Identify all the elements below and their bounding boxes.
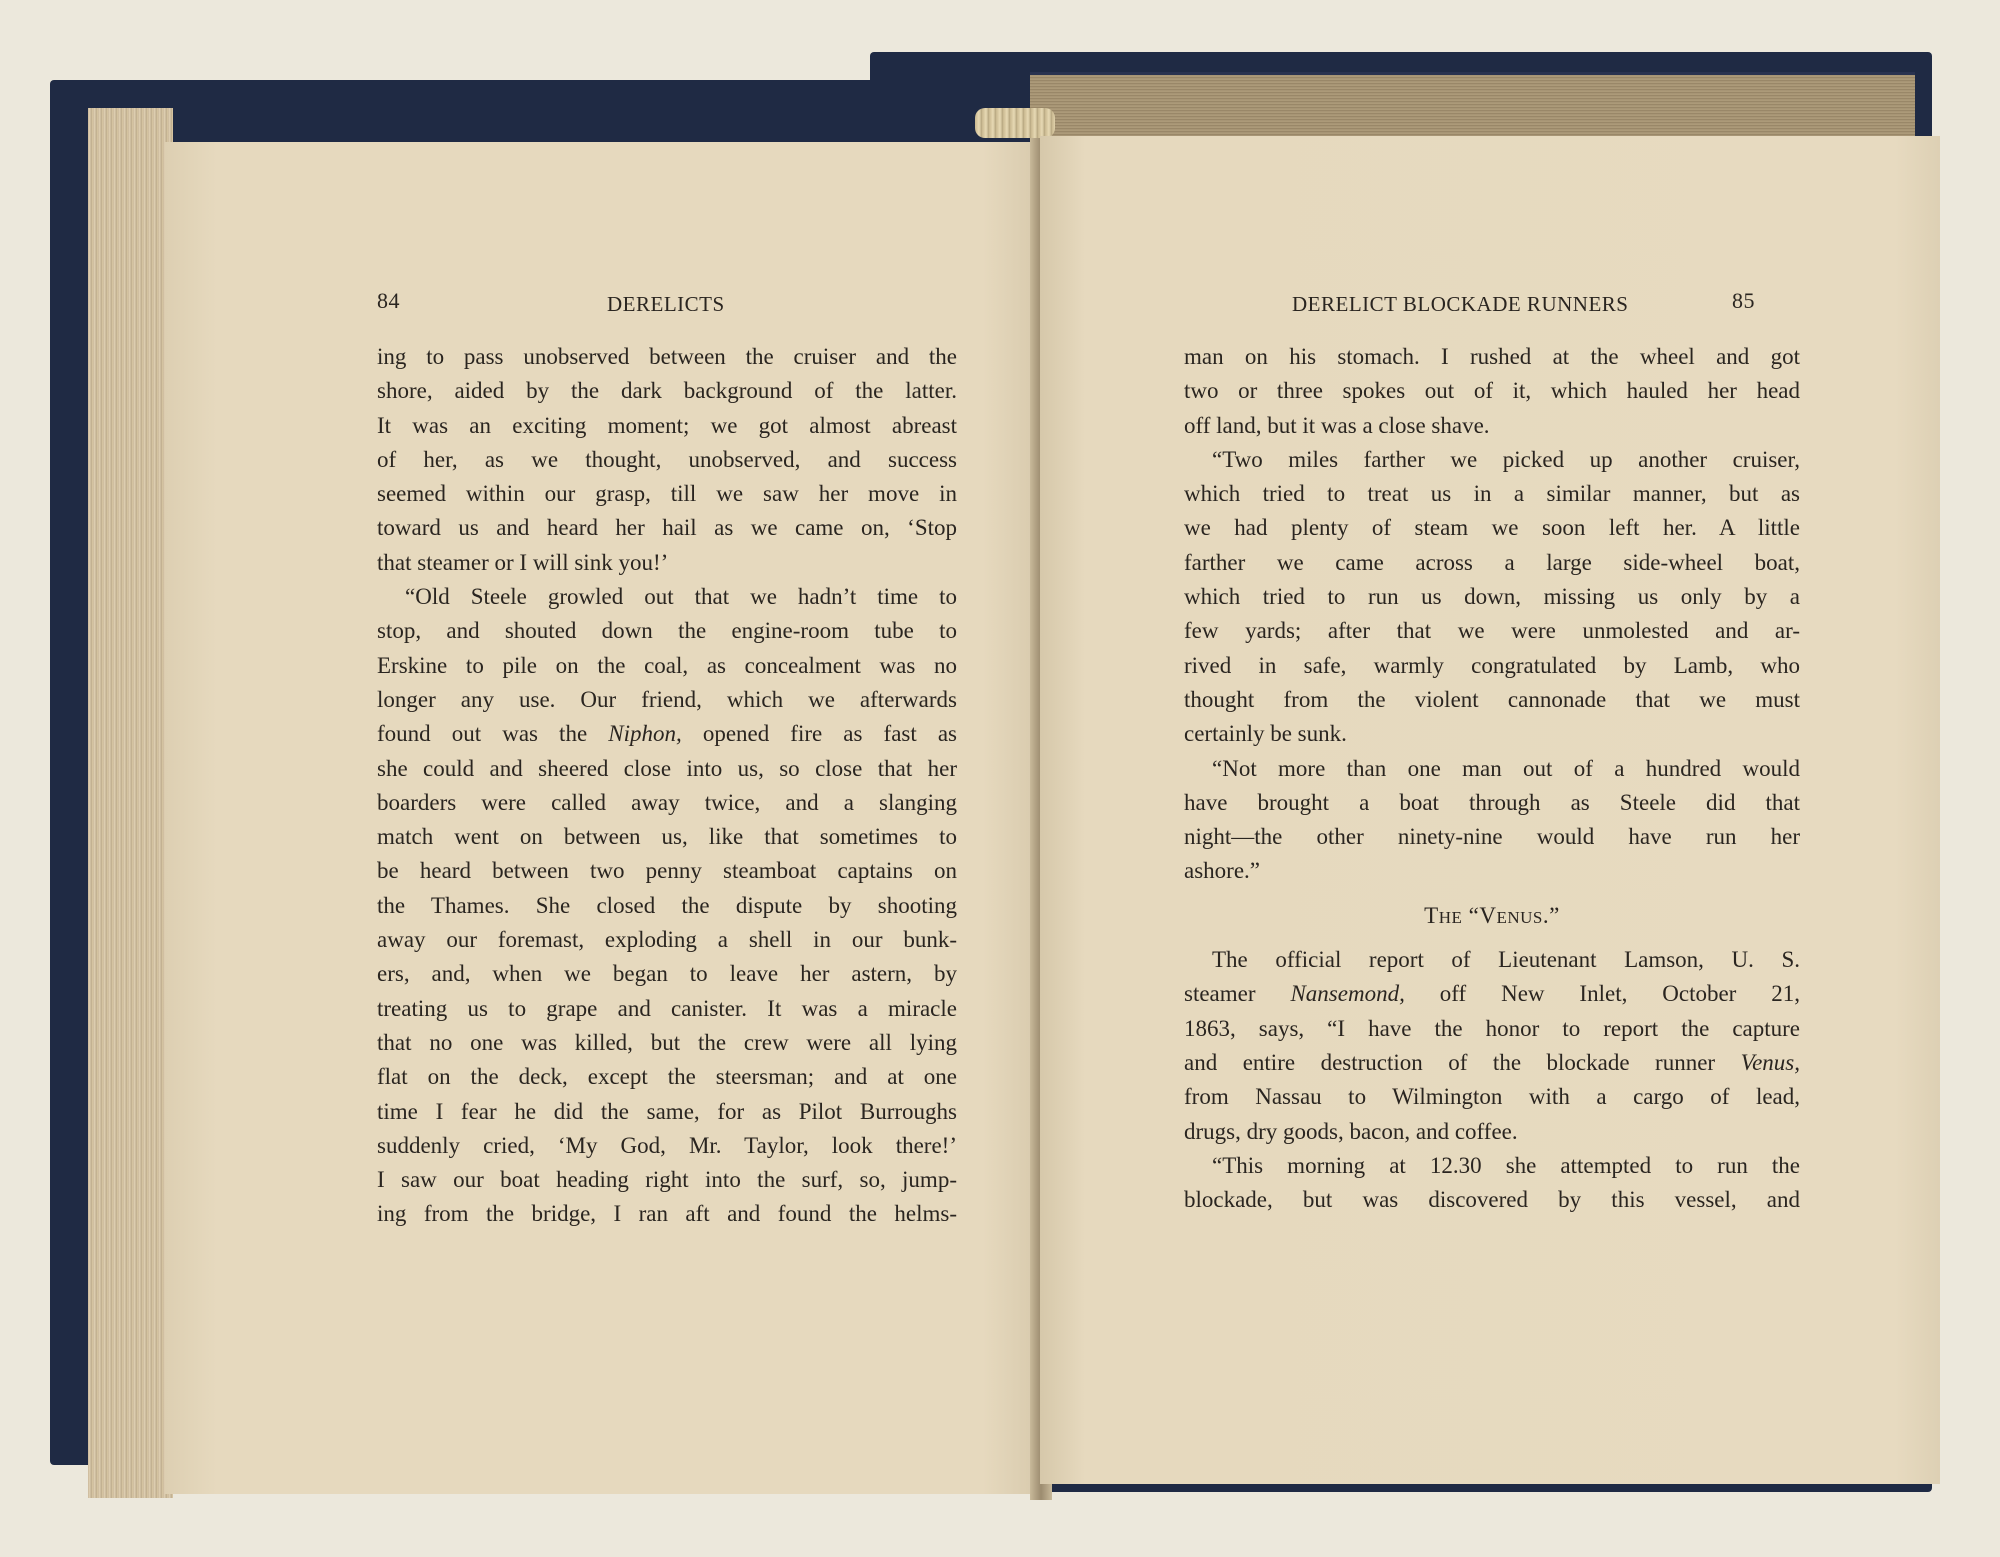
text-line: “Two miles farther we picked up another cruiser, bbox=[1212, 446, 1800, 472]
text-line: that steamer or I will sink you!’ bbox=[377, 549, 669, 575]
left-page-body bbox=[377, 340, 957, 1232]
heading-part: HE bbox=[1438, 907, 1463, 927]
text-line: boarders were called away twice, and a slanging bbox=[377, 789, 957, 815]
text-line: treating us to grape and canister. It was a miracle bbox=[377, 995, 957, 1021]
text-line: thought from the violent cannonade that we must bbox=[1184, 686, 1800, 712]
headband bbox=[975, 108, 1055, 138]
ship-name-venus: Venus, bbox=[1740, 1049, 1800, 1075]
section-heading-venus bbox=[1184, 899, 1800, 933]
left-page bbox=[165, 142, 1035, 1494]
text-line: which tried to run us down, missing us only by a bbox=[1184, 584, 1800, 610]
text-line: ers, and, when we began to leave her astern, by bbox=[377, 961, 957, 987]
text-line: Erskine to pile on the coal, as concealment was no bbox=[377, 652, 957, 678]
text-line: from Nassau to Wilmington with a cargo of lead, bbox=[1184, 1084, 1800, 1110]
text-line: toward us and heard her hail as we came on, ‘Stop bbox=[377, 515, 957, 541]
right-page-body bbox=[1184, 340, 1800, 1217]
text-line: off land, but it was a close shave. bbox=[1184, 412, 1490, 438]
heading-part: .” bbox=[1542, 902, 1560, 928]
running-head-right: DERELICT BLOCKADE RUNNERS bbox=[1292, 292, 1629, 316]
text-run: and entire destruction of the blockade runner bbox=[1184, 1049, 1741, 1075]
text-line: farther we came across a large side-wheel boat, bbox=[1184, 549, 1800, 575]
text-line: ashore.” bbox=[1184, 858, 1260, 884]
text-line: rived in safe, warmly congratulated by Lamb, who bbox=[1184, 652, 1800, 678]
text-line: the Thames. She closed the dispute by shooting bbox=[377, 892, 957, 918]
text-line: be heard between two penny steamboat captains on bbox=[377, 858, 957, 884]
text-line: The official report of Lieutenant Lamson, U. S. bbox=[1212, 947, 1800, 973]
text-line: ing from the bridge, I ran aft and found the helms- bbox=[377, 1201, 957, 1227]
right-page bbox=[1040, 136, 1940, 1484]
text-line: “This morning at 12.30 she attempted to run the bbox=[1212, 1152, 1800, 1178]
text-line: I saw our boat heading right into the surf, so, jump- bbox=[377, 1167, 957, 1193]
text-run: opened fire as fast as bbox=[681, 721, 957, 747]
text-line: longer any use. Our friend, which we afterwards bbox=[377, 686, 957, 712]
text-line: which tried to treat us in a similar manner, but as bbox=[1184, 481, 1800, 507]
ship-name-nansemond: Nansemond, bbox=[1290, 981, 1405, 1007]
text-run: steamer bbox=[1184, 981, 1291, 1007]
text-line: of her, as we thought, unobserved, and success bbox=[377, 446, 957, 472]
text-line: that no one was killed, but the crew were all lying bbox=[377, 1029, 957, 1055]
text-line: “Old Steele growled out that we hadn’t time to bbox=[405, 584, 957, 610]
page-number-right: 85 bbox=[1732, 288, 1755, 313]
text-line: stop, and shouted down the engine-room tube to bbox=[377, 618, 957, 644]
text-line: drugs, dry goods, bacon, and coffee. bbox=[1184, 1118, 1518, 1144]
text-line: she could and sheered close into us, so close that her bbox=[377, 755, 957, 781]
running-head-left: DERELICTS bbox=[607, 292, 725, 316]
text-line: 1863, says, “I have the honor to report the capture bbox=[1184, 1015, 1800, 1041]
text-line bbox=[1184, 1046, 1800, 1080]
heading-part: ENUS bbox=[1496, 907, 1543, 927]
text-line: seemed within our grasp, till we saw her move in bbox=[377, 481, 957, 507]
text-line bbox=[377, 717, 957, 751]
text-line: “Not more than one man out of a hundred would bbox=[1212, 755, 1800, 781]
text-run: off New Inlet, October 21, bbox=[1404, 981, 1801, 1007]
text-line: match went on between us, like that sometimes to bbox=[377, 824, 957, 850]
heading-part: T bbox=[1424, 902, 1439, 928]
page-edges-left bbox=[88, 108, 173, 1498]
text-line: suddenly cried, ‘My God, Mr. Taylor, look there!’ bbox=[377, 1132, 957, 1158]
ship-name-niphon: Niphon, bbox=[608, 721, 682, 747]
page-number-left: 84 bbox=[377, 288, 400, 313]
text-line: night—the other ninety-nine would have run her bbox=[1184, 824, 1800, 850]
text-line: flat on the deck, except the steersman; and at one bbox=[377, 1064, 957, 1090]
text-line: man on his stomach. I rushed at the wheel and got bbox=[1184, 344, 1800, 369]
text-line: It was an exciting moment; we got almost abreast bbox=[377, 412, 957, 438]
heading-part: “V bbox=[1462, 902, 1497, 928]
text-line: certainly be sunk. bbox=[1184, 721, 1347, 747]
text-run: found out was the bbox=[377, 721, 609, 747]
text-line: blockade, but was discovered by this vessel, and bbox=[1184, 1187, 1800, 1213]
text-line: have brought a boat through as Steele did that bbox=[1184, 789, 1800, 815]
text-line: two or three spokes out of it, which hauled her head bbox=[1184, 378, 1800, 404]
text-line: we had plenty of steam we soon left her. A little bbox=[1184, 515, 1800, 541]
text-line: ing to pass unobserved between the cruiser and the bbox=[377, 344, 957, 369]
text-line: few yards; after that we were unmolested and ar- bbox=[1184, 618, 1800, 644]
text-line: away our foremast, exploding a shell in our bunk- bbox=[377, 927, 957, 953]
text-line bbox=[1184, 977, 1800, 1011]
text-line: shore, aided by the dark background of the latter. bbox=[377, 378, 957, 404]
text-line: time I fear he did the same, for as Pilot Burroughs bbox=[377, 1098, 957, 1124]
